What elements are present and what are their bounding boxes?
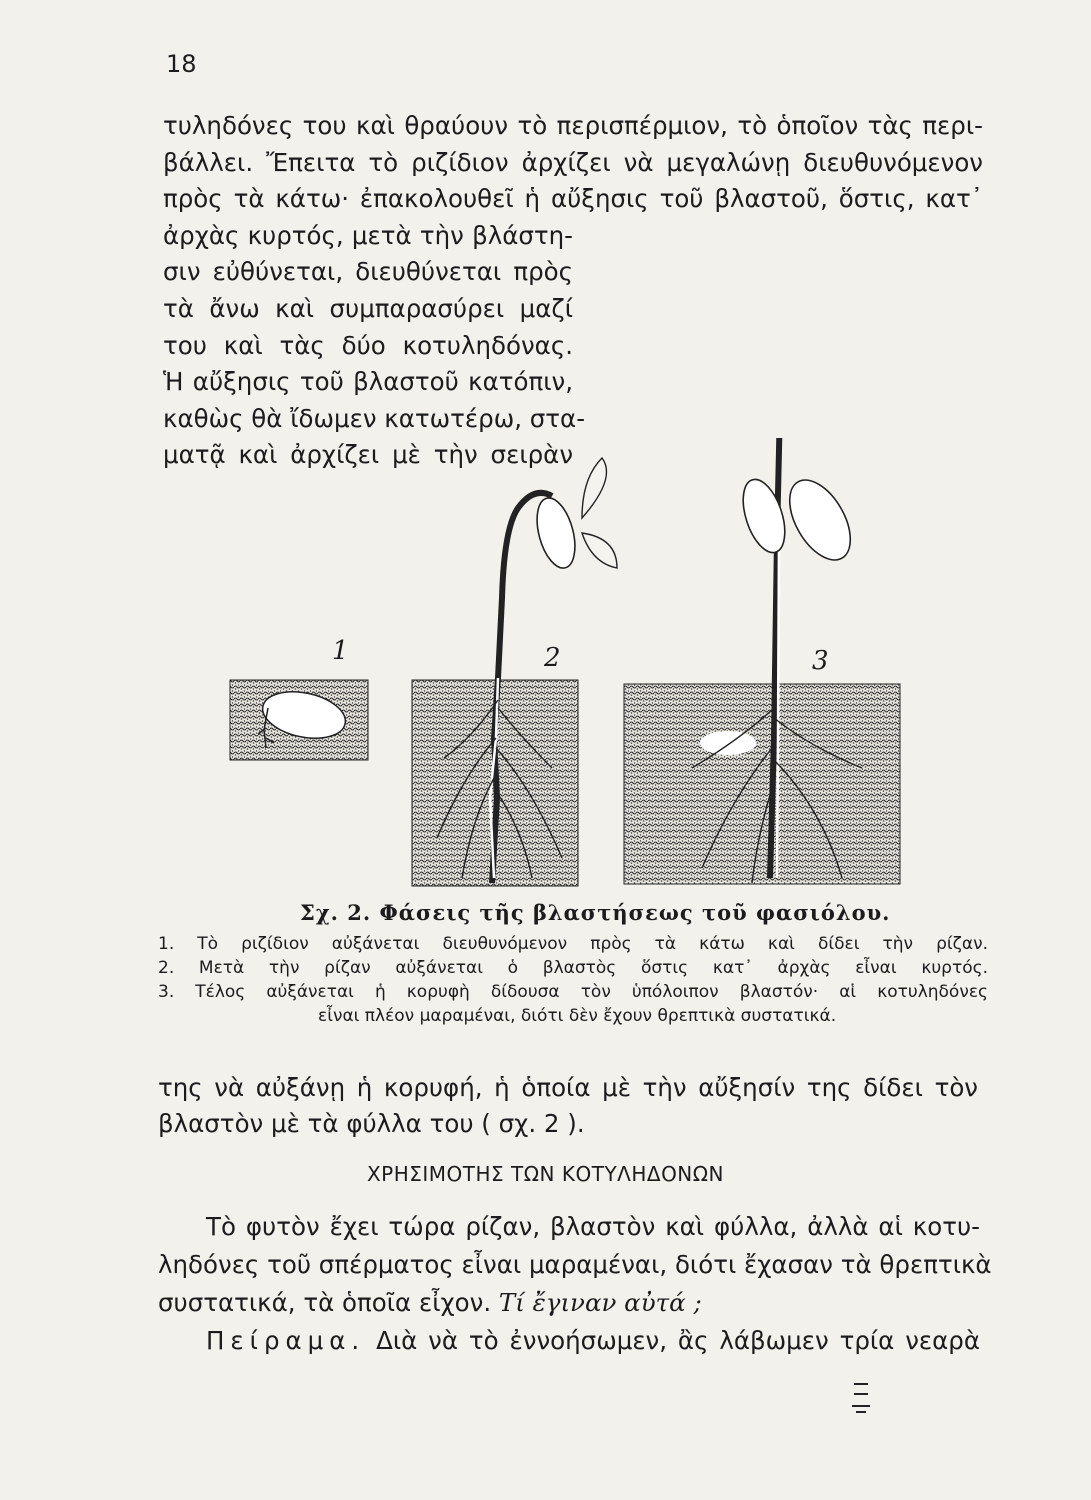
figure-label-2: 2 — [544, 643, 561, 673]
paragraph-continuation — [158, 1070, 978, 1142]
caption-line: 1. Τὸ ριζίδιον αὐξάνεται διευθυνόμενον πρὸς τὰ κάτω καὶ δίδει τὴν ρίζαν. — [158, 934, 988, 954]
text-line: τυληδόνες του καὶ θραύουν τὸ περισπέρμιον, τὸ ὁποῖον τὰς περι- — [163, 111, 983, 140]
figure-caption-title: Σχ. 2. Φάσεις τῆς βλαστήσεως τοῦ φασιόλου. — [300, 900, 891, 925]
text-line: ἀρχὰς κυρτός, μετὰ τὴν βλάστη- — [163, 220, 573, 250]
figure-label-3: 3 — [812, 646, 829, 676]
text-line — [158, 1322, 980, 1360]
text-line: ματᾷ καὶ ἀρχίζει μὲ τὴν σειρὰν — [163, 440, 573, 470]
text-line: καθὼς θὰ ἴδωμεν κατωτέρω, στα- — [163, 403, 586, 433]
section-heading: ΧΡΗΣΙΜΟΤΗΣ ΤΩΝ ΚΟΤΥΛΗΔΟΝΩΝ — [366, 1162, 725, 1186]
text-line: πρὸς τὰ κάτω· ἐπακολουθεῖ ἡ αὔξησις τοῦ βλαστοῦ, ὅστις, κατ᾽ — [163, 184, 983, 214]
text-fragment: συστατικά, τὰ ὁποῖα εἶχον. — [158, 1288, 499, 1317]
text-line: της νὰ αὐξάνῃ ἡ κορυφή, ἡ ὁποία μὲ τὴν αὔξησίν της δίδει τὸν — [158, 1073, 978, 1102]
cotyledon — [777, 470, 863, 570]
text-line: τὰ ἄνω καὶ συμπαρασύρει μαζί — [163, 293, 573, 323]
text-line: Τὸ φυτὸν ἔχει τώρα ρίζαν, βλαστὸν καὶ φύλλα, ἀλλὰ αἱ κοτυ- — [206, 1212, 980, 1241]
caption-line: εἶναι πλέον μαραμέναι, διότι δὲν ἔχουν θρεπτικὰ συστατικά. — [318, 1006, 837, 1026]
page-number: 18 — [166, 50, 197, 78]
caption-line: 3. Τέλος αὐξάνεται ἡ κορυφὴ δίδουσα τὸν ὑπόλοιπον βλαστόν· αἱ κοτυληδόνες — [158, 982, 988, 1002]
text-fragment: Διὰ νὰ τὸ ἐννοήσωμεν, ἂς λάβωμεν τρία νεαρὰ — [365, 1326, 980, 1355]
stage-3-soil — [624, 438, 900, 884]
text-line: Ἡ αὔξησις τοῦ βλαστοῦ κατόπιν, — [163, 367, 573, 397]
cotyledon — [530, 494, 581, 572]
stage-2-soil — [412, 458, 617, 886]
printer-mark-icon — [848, 1380, 874, 1416]
text-line: σιν εὐθύνεται, διευθύνεται πρὸς — [163, 257, 573, 287]
experiment-label: Πείραμα. — [206, 1326, 366, 1355]
germination-figure — [222, 438, 912, 898]
caption-line: 2. Μετὰ τὴν ρίζαν αὐξάνεται ὁ βλαστὸς ὅστις κατ᾽ ἀρχὰς εἶναι κυρτός. — [158, 958, 988, 978]
text-line — [158, 1284, 980, 1322]
leaf — [582, 458, 607, 518]
germination-illustration — [222, 438, 912, 898]
text-line: βλαστὸν μὲ τὰ φύλλα του ( σχ. 2 ). — [158, 1109, 585, 1138]
paragraph-cotyledons — [158, 1208, 992, 1360]
cotyledon — [735, 474, 793, 557]
italic-question: Τί ἔγιναν αὐτά ; — [498, 1288, 702, 1317]
text-line: βάλλει. Ἔπειτα τὸ ριζίδιον ἀρχίζει νὰ μεγαλώνῃ διευθυνόμενον — [163, 147, 983, 177]
figure-caption — [158, 932, 988, 1028]
text-line: του καὶ τὰς δύο κοτυληδόνας. — [163, 330, 573, 360]
figure-label-1: 1 — [332, 636, 349, 666]
leaf — [582, 533, 617, 568]
paragraph-intro — [163, 108, 983, 474]
text-line: ληδόνες τοῦ σπέρματος εἶναι μαραμέναι, διότι ἔχασαν τὰ θρεπτικὰ — [158, 1250, 992, 1279]
stage-1-soil — [230, 680, 368, 760]
